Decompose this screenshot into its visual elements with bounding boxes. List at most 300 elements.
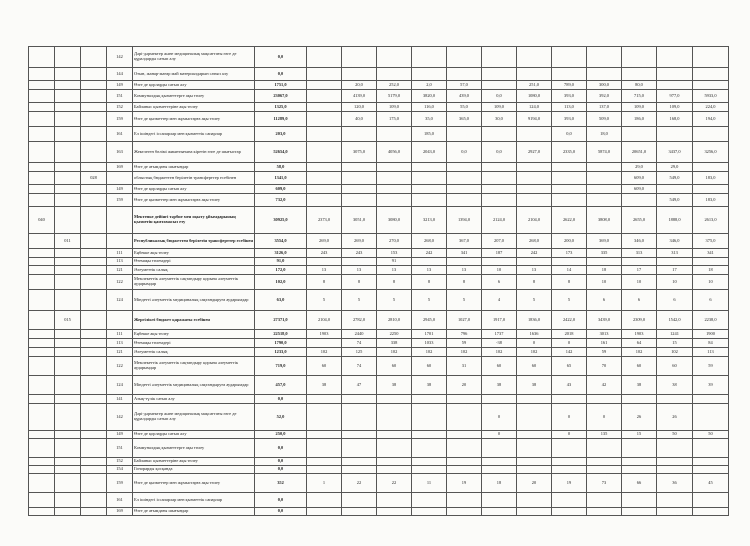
month-cell [447,439,482,458]
month-cell [693,163,729,172]
month-cell [517,439,552,458]
month-cell [657,493,693,508]
month-cell: 6 [657,290,693,311]
month-cell: 194,0 [693,112,729,127]
table-row [29,266,729,275]
month-cell: 2104,0 [517,207,552,234]
month-cell: 18 [587,266,622,275]
month-cell: 3439,0 [587,311,622,330]
month-cell: 60 [377,357,412,376]
subprogram-code-cell [55,458,81,466]
subprogram-code-cell: 011 [55,234,81,249]
table-row [29,207,729,234]
month-cell [447,493,482,508]
month-cell [622,68,657,81]
month-cell [342,493,377,508]
subprogram-code-cell [55,47,81,68]
month-cell: 8 [517,275,552,290]
economic-code-cell: 149 [107,431,133,439]
subprogram-code-cell [55,474,81,493]
month-cell [307,395,342,404]
month-cell: 5 [377,290,412,311]
total-cell: 203,0 [255,127,307,142]
month-cell [552,458,587,466]
month-cell: 31 [447,357,482,376]
specific-code-cell: 028 [81,172,107,185]
economic-code-cell [107,234,133,249]
month-cell: 38 [307,376,342,395]
specific-code-cell [81,47,107,68]
description-cell: Мемлекеттік әлеуметтік сақтандыру қорына әлеуметтік аударымдар [133,357,255,376]
economic-code-cell: 121 [107,348,133,357]
economic-code-cell: 169 [107,163,133,172]
month-cell [412,493,447,508]
month-cell [657,508,693,516]
subprogram-code-cell [55,266,81,275]
program-code-cell [29,266,55,275]
month-cell: 8 [342,275,377,290]
total-cell: 3554,0 [255,234,307,249]
table-row [29,249,729,258]
program-code-cell [29,234,55,249]
month-cell [482,163,517,172]
month-cell [587,395,622,404]
program-code-cell [29,81,55,90]
month-cell [412,258,447,266]
month-cell: 3213,0 [412,207,447,234]
month-cell: 2422,0 [552,311,587,330]
program-code-cell [29,103,55,112]
subprogram-code-cell [55,163,81,172]
month-cell [412,172,447,185]
month-cell: 17 [622,266,657,275]
program-code-cell [29,508,55,516]
description-cell: Ел ішіндегі іссапарлар мен қызметтік сапарлар [133,493,255,508]
month-cell: 715,0 [622,90,657,103]
month-cell [377,466,412,474]
budget-table [28,46,729,516]
specific-code-cell [81,112,107,127]
economic-code-cell: 161 [107,127,133,142]
month-cell: 19 [447,474,482,493]
month-cell [447,185,482,194]
month-cell: 102 [482,348,517,357]
month-cell [342,458,377,466]
month-cell: 60 [517,357,552,376]
month-cell [552,163,587,172]
month-cell [342,163,377,172]
total-cell: 0,0 [255,466,307,474]
description-cell: Өтемақы төлемдері [133,339,255,348]
total-cell: 1790,0 [255,339,307,348]
program-code-cell [29,90,55,103]
month-cell: 113,0 [552,103,587,112]
subprogram-code-cell [55,439,81,458]
economic-code-cell: 121 [107,266,133,275]
total-cell: 63,0 [255,290,307,311]
economic-code-cell [107,311,133,330]
month-cell: 549,0 [657,172,693,185]
specific-code-cell [81,185,107,194]
month-cell [447,194,482,207]
description-cell: Өтемақы төлемдері [133,258,255,266]
month-cell: 47 [342,376,377,395]
month-cell: 13 [447,266,482,275]
month-cell: 335 [587,249,622,258]
month-cell [552,493,587,508]
program-code-cell [29,127,55,142]
total-cell: 0,0 [255,47,307,68]
month-cell [377,508,412,516]
subprogram-code-cell [55,249,81,258]
description-cell: Өзге де қорларды сатып алу [133,431,255,439]
month-cell [693,127,729,142]
month-cell: 2810,0 [377,311,412,330]
subprogram-code-cell [55,172,81,185]
month-cell: 13 [517,266,552,275]
description-cell: Коммуналдық қызметтерге ақы төлеу [133,90,255,103]
month-cell: 1888,0 [657,207,693,234]
month-cell: 10 [482,266,517,275]
description-cell: Дәрі-дәрмектер және медициналық мақсаттағы өзге де құралдарды сатып алу [133,47,255,68]
month-cell: 50 [657,431,693,439]
description-cell: Өзге де ағымдағы шығындар [133,508,255,516]
month-cell: 22 [342,474,377,493]
month-cell: 3051,0 [342,207,377,234]
month-cell: 109,0 [622,103,657,112]
total-cell: 0,0 [255,439,307,458]
subprogram-code-cell [55,376,81,395]
month-cell: 57,0 [447,81,482,90]
table-row [29,357,729,376]
month-cell: 2250 [377,330,412,339]
month-cell: 10 [657,275,693,290]
month-cell [693,493,729,508]
month-cell: 2124,0 [482,207,517,234]
month-cell: 20 [517,474,552,493]
month-cell [377,185,412,194]
program-code-cell [29,249,55,258]
total-cell: 27371,0 [255,311,307,330]
specific-code-cell [81,258,107,266]
description-cell: Отын, жанар-жағар май материалдарын сатып алу [133,68,255,81]
month-cell [447,508,482,516]
month-cell [517,68,552,81]
month-cell [517,493,552,508]
month-cell: 102 [412,348,447,357]
month-cell [342,431,377,439]
month-cell: 18,0 [587,127,622,142]
month-cell: 789,0 [552,81,587,90]
table-row [29,112,729,127]
description-cell: Жекелеген бөлімі жиынтығына кіретін өзге де шығыстар [133,142,255,163]
month-cell [657,458,693,466]
month-cell: 45 [693,474,729,493]
total-cell: 11289,0 [255,112,307,127]
month-cell [517,466,552,474]
month-cell [412,68,447,81]
month-cell [447,258,482,266]
month-cell: 66 [622,474,657,493]
economic-code-cell: 113 [107,258,133,266]
month-cell: 300,0 [587,81,622,90]
month-cell: 30,0 [482,112,517,127]
month-cell: 183,0 [693,172,729,185]
subprogram-code-cell [55,258,81,266]
month-cell: 10 [693,275,729,290]
month-cell: 2,0 [412,81,447,90]
month-cell: 439,0 [447,90,482,103]
description-cell: Өзге де қорларды сатып алу [133,81,255,90]
program-code-cell [29,330,55,339]
month-cell: 38 [482,376,517,395]
economic-code-cell: 163 [107,142,133,163]
month-cell [482,127,517,142]
month-cell: 2613,0 [693,207,729,234]
description-cell: Дәрі-дәрмектер және медициналық мақсаттағы өзге де құралдарды сатып алу [133,404,255,431]
program-code-cell: 040 [29,207,55,234]
month-cell: 113 [693,348,729,357]
month-cell: 18 [482,474,517,493]
month-cell [587,47,622,68]
month-cell: 796 [447,330,482,339]
month-cell: 1900 [693,330,729,339]
month-cell: 15 [622,431,657,439]
month-cell [412,194,447,207]
month-cell: 6 [622,290,657,311]
total-cell: 0,0 [255,395,307,404]
program-code-cell [29,348,55,357]
month-cell: 346,0 [622,234,657,249]
description-cell: Өзге де қызметтер мен жұмыстарға ақы төлеу [133,112,255,127]
specific-code-cell [81,376,107,395]
economic-code-cell: 161 [107,493,133,508]
month-cell [552,466,587,474]
economic-code-cell: 141 [107,395,133,404]
month-cell: 39 [693,376,729,395]
month-cell [342,194,377,207]
month-cell: 74 [342,339,377,348]
month-cell [447,127,482,142]
specific-code-cell [81,458,107,466]
month-cell [622,458,657,466]
month-cell [342,185,377,194]
table-row [29,474,729,493]
month-cell [377,47,412,68]
month-cell: 2655,0 [622,207,657,234]
description-cell: Гонорарды қосқанда [133,466,255,474]
month-cell [377,163,412,172]
month-cell: 186,0 [622,112,657,127]
month-cell [622,194,657,207]
month-cell [657,185,693,194]
table-row [29,339,729,348]
month-cell: 135 [587,431,622,439]
month-cell [693,68,729,81]
month-cell: 2335,0 [552,142,587,163]
month-cell: 1836,0 [517,311,552,330]
month-cell: 393,0 [552,90,587,103]
month-cell: 0,0 [447,142,482,163]
month-cell [517,163,552,172]
month-cell: 19 [552,474,587,493]
description-cell: Міндетті әлеуметтік медициналық сақтандыруға аударымдар [133,376,255,395]
economic-code-cell: 122 [107,275,133,290]
economic-code-cell: 124 [107,290,133,311]
month-cell: 268,0 [517,234,552,249]
economic-code-cell [107,207,133,234]
month-cell: 2440 [342,330,377,339]
month-cell [412,458,447,466]
subprogram-code-cell [55,185,81,194]
month-cell [307,185,342,194]
month-cell [412,404,447,431]
month-cell [447,404,482,431]
month-cell [693,508,729,516]
month-cell [412,163,447,172]
program-code-cell [29,339,55,348]
table-row [29,348,729,357]
month-cell: 5 [517,290,552,311]
month-cell: 242 [517,249,552,258]
description-cell: Өзге де ағымдағы шығындар [133,163,255,172]
total-cell: 0,0 [255,458,307,466]
month-cell: 2927,0 [517,142,552,163]
subprogram-code-cell [55,194,81,207]
month-cell: 60 [307,357,342,376]
economic-code-cell: 111 [107,330,133,339]
month-cell [307,466,342,474]
total-cell: 1751,0 [255,81,307,90]
month-cell [482,458,517,466]
month-cell: 392,0 [587,90,622,103]
subprogram-code-cell [55,508,81,516]
month-cell: 8 [377,275,412,290]
month-cell [482,194,517,207]
month-cell: 243 [342,249,377,258]
table-row [29,330,729,339]
month-cell: 153 [377,249,412,258]
table-row [29,68,729,81]
table-row [29,458,729,466]
economic-code-cell: 142 [107,404,133,431]
month-cell: -38 [482,339,517,348]
month-cell: 59 [587,348,622,357]
specific-code-cell [81,249,107,258]
month-cell [657,47,693,68]
month-cell: 549,0 [657,194,693,207]
description-cell: Ел ішіндегі іссапарлар мен қызметтік сапарлар [133,127,255,142]
month-cell [482,439,517,458]
description-cell: Жергілікті бюджет қаражаты есебінен [133,311,255,330]
month-cell: 102 [307,348,342,357]
month-cell: 8 [307,275,342,290]
table-row [29,185,729,194]
month-cell: 84 [693,339,729,348]
month-cell [693,458,729,466]
economic-code-cell: 113 [107,339,133,348]
month-cell: 26 [622,404,657,431]
month-cell: 341 [693,249,729,258]
month-cell [517,508,552,516]
month-cell [482,466,517,474]
month-cell: 124,0 [517,103,552,112]
month-cell [307,172,342,185]
month-cell: 187 [482,249,517,258]
month-cell [657,466,693,474]
program-code-cell [29,142,55,163]
month-cell: 207,0 [482,234,517,249]
month-cell: 35,0 [412,112,447,127]
specific-code-cell [81,395,107,404]
month-cell [693,404,729,431]
program-code-cell [29,474,55,493]
month-cell [552,395,587,404]
month-cell [342,404,377,431]
specific-code-cell [81,404,107,431]
specific-code-cell [81,357,107,376]
month-cell: 2622,0 [552,207,587,234]
total-cell: 58,0 [255,163,307,172]
subprogram-code-cell [55,330,81,339]
month-cell: 91 [377,258,412,266]
specific-code-cell [81,508,107,516]
description-cell: Әлеуметтік салық [133,266,255,275]
total-cell: 102,0 [255,275,307,290]
month-cell [447,395,482,404]
table-row [29,127,729,142]
month-cell [482,185,517,194]
program-code-cell [29,395,55,404]
table-row [29,466,729,474]
month-cell: 609,0 [622,185,657,194]
month-cell: 80,0 [622,81,657,90]
month-cell: 38 [377,376,412,395]
month-cell [622,508,657,516]
economic-code-cell: 124 [107,376,133,395]
economic-code-cell: 152 [107,103,133,112]
economic-code-cell: 144 [107,68,133,81]
subprogram-code-cell [55,127,81,142]
month-cell: 11 [412,474,447,493]
month-cell: 18 [693,266,729,275]
month-cell: 9194,0 [517,112,552,127]
month-cell: 5933,0 [693,90,729,103]
month-cell: 120,0 [342,103,377,112]
month-cell [657,439,693,458]
month-cell: 6 [693,290,729,311]
month-cell [307,404,342,431]
month-cell [342,439,377,458]
month-cell [307,431,342,439]
month-cell: 2945,0 [412,311,447,330]
month-cell: 125 [342,348,377,357]
month-cell: 173 [552,249,587,258]
subprogram-code-cell [55,90,81,103]
month-cell: 375,0 [693,234,729,249]
month-cell: 29,0 [622,163,657,172]
total-cell: 1341,0 [255,172,307,185]
description-cell: Міндетті әлеуметтік медициналық сақтандыруға аударымдар [133,290,255,311]
month-cell: 200,0 [552,234,587,249]
month-cell [307,47,342,68]
specific-code-cell [81,493,107,508]
month-cell [377,493,412,508]
month-cell: 2018 [552,330,587,339]
month-cell: 270,0 [377,234,412,249]
month-cell [587,508,622,516]
month-cell: 1033 [412,339,447,348]
